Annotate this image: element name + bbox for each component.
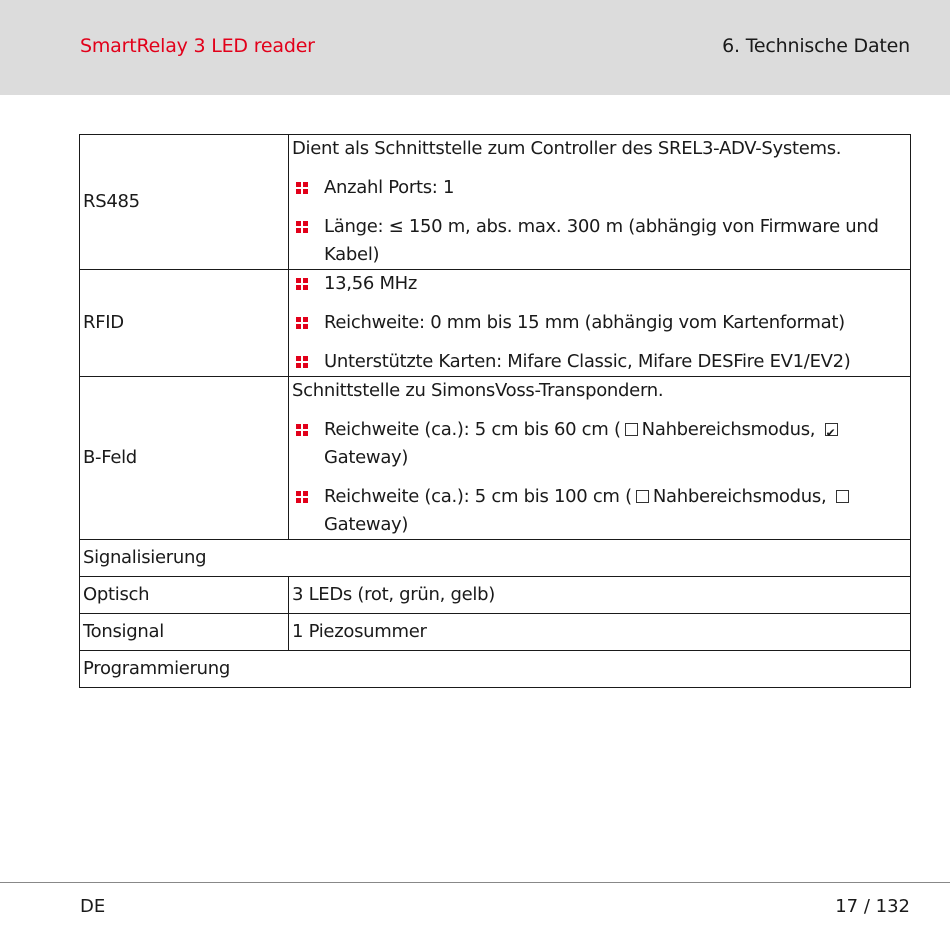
- bullet-text: [324, 416, 910, 472]
- red-square-bullet-icon: [292, 174, 324, 202]
- gateway-label: Gateway): [324, 514, 409, 535]
- footer-divider: [0, 882, 950, 883]
- bullet-text: Anzahl Ports: 1: [324, 177, 455, 198]
- red-square-bullet-icon: [292, 309, 324, 337]
- mode-label: Nahbereichsmodus,: [641, 419, 816, 440]
- bullet-text: Reichweite: 0 mm bis 15 mm (abhängig vom Kartenformat): [324, 312, 845, 333]
- list-item: [292, 416, 910, 472]
- table-row-section: [80, 540, 911, 577]
- row-label-tonsignal: Tonsignal: [80, 614, 289, 651]
- bullet-text: [324, 483, 910, 539]
- table-row-section: [80, 651, 911, 688]
- table-row-optisch: [80, 577, 911, 614]
- bullet-text: 13,56 MHz: [324, 273, 418, 294]
- list-item: [292, 348, 910, 376]
- page-header: [0, 0, 950, 95]
- range-prefix: Reichweite (ca.): 5 cm bis 100 cm (: [324, 486, 632, 507]
- row-value-tonsignal: 1 Piezosummer: [289, 614, 911, 651]
- row-label-rs485: RS485: [80, 135, 289, 270]
- row-value-optisch: 3 LEDs (rot, grün, gelb): [289, 577, 911, 614]
- red-square-bullet-icon: [292, 416, 324, 444]
- bullet-text: Länge: ≤ 150 m, abs. max. 300 m (abhängig von Firmware und Kabel): [324, 216, 879, 265]
- product-name: SmartRelay 3 LED reader: [80, 35, 315, 57]
- section-heading-signalisierung: Signalisierung: [80, 540, 911, 577]
- table-row-rs485: [80, 135, 911, 270]
- list-item: [292, 213, 910, 269]
- chapter-title: 6. Technische Daten: [722, 35, 910, 57]
- table-row-tonsignal: [80, 614, 911, 651]
- row-value-rs485: [289, 135, 911, 270]
- range-prefix: Reichweite (ca.): 5 cm bis 60 cm (: [324, 419, 621, 440]
- row-value-bfeld: [289, 377, 911, 540]
- row-label-optisch: Optisch: [80, 577, 289, 614]
- list-item: [292, 174, 910, 202]
- language-code: DE: [80, 896, 106, 917]
- list-item: [292, 309, 910, 337]
- row-label-bfeld: B-Feld: [80, 377, 289, 540]
- red-square-bullet-icon: [292, 348, 324, 376]
- red-square-bullet-icon: [292, 213, 324, 241]
- checkbox-icon: [636, 490, 649, 503]
- table-row-bfeld: [80, 377, 911, 540]
- row-value-rfid: [289, 270, 911, 377]
- mode-label: Nahbereichsmodus,: [652, 486, 827, 507]
- list-item: [292, 270, 910, 298]
- checkbox-icon: [836, 490, 849, 503]
- bfeld-intro: Schnittstelle zu SimonsVoss-Transpondern.: [292, 380, 664, 401]
- checkbox-checked-icon: [825, 423, 838, 436]
- red-square-bullet-icon: [292, 483, 324, 511]
- bullet-text: Unterstützte Karten: Mifare Classic, Mifare DESFire EV1/EV2): [324, 351, 851, 372]
- table-row-rfid: [80, 270, 911, 377]
- rs485-intro: Dient als Schnittstelle zum Controller des SREL3-ADV-Systems.: [292, 138, 842, 159]
- page-number: 17 / 132: [835, 896, 910, 917]
- section-heading-programmierung: Programmierung: [80, 651, 911, 688]
- checkbox-icon: [625, 423, 638, 436]
- red-square-bullet-icon: [292, 270, 324, 298]
- spec-table: [79, 134, 911, 688]
- row-label-rfid: RFID: [80, 270, 289, 377]
- list-item: [292, 483, 910, 539]
- gateway-label: Gateway): [324, 447, 409, 468]
